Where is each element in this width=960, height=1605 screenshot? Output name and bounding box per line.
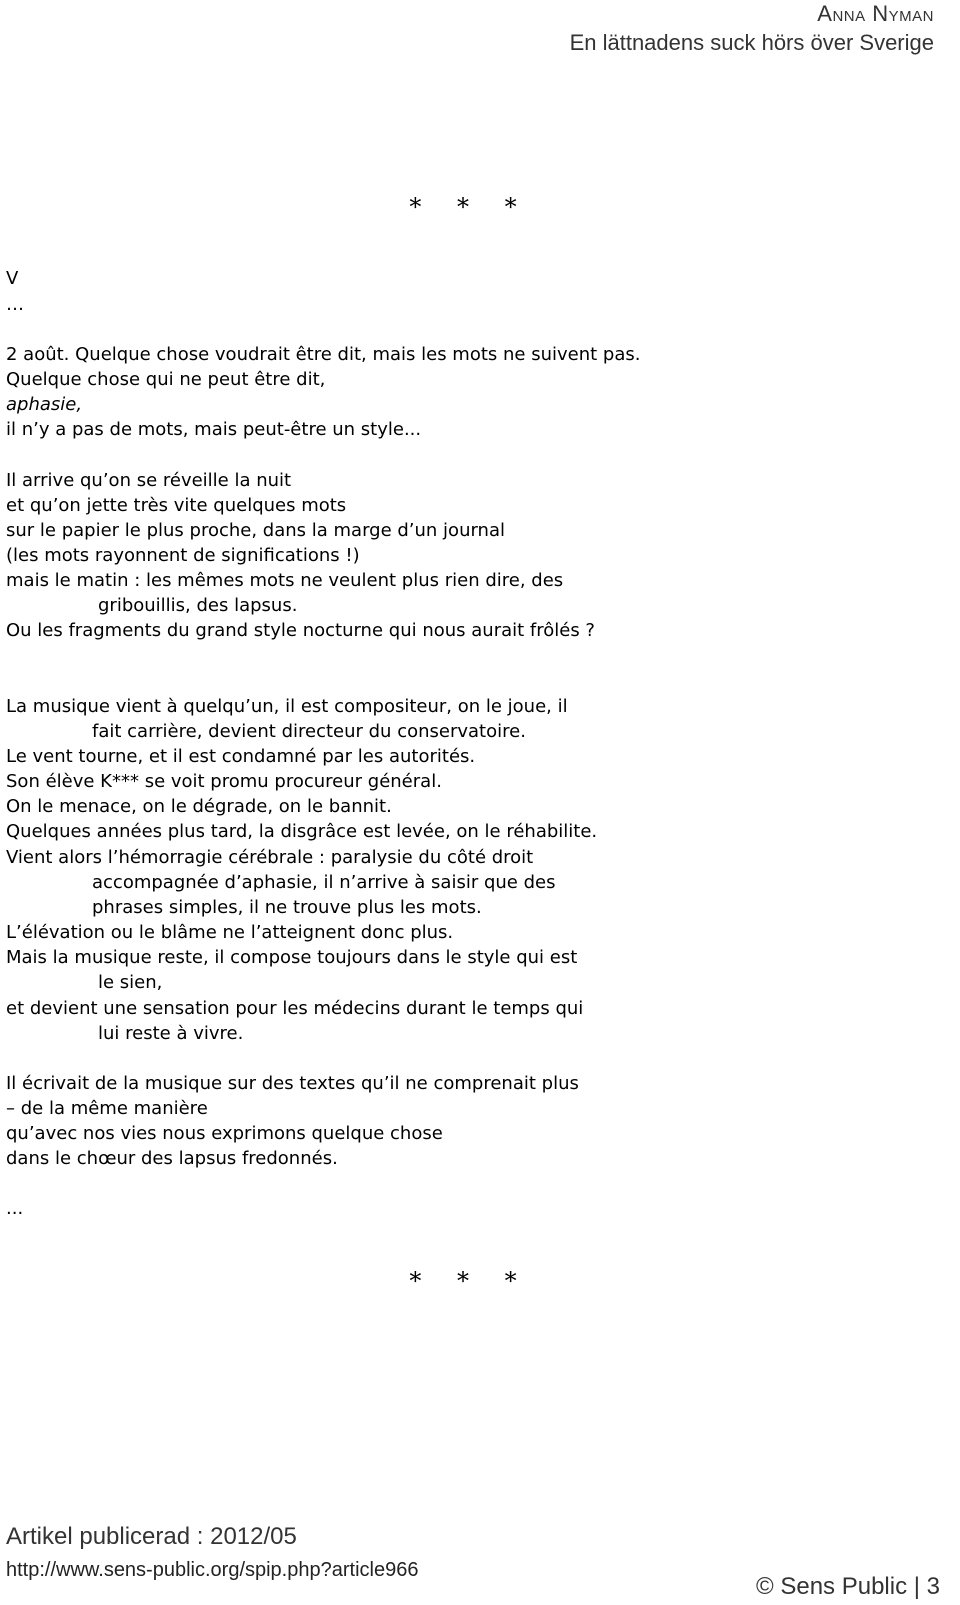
poem-line: – de la même manière <box>6 1098 208 1119</box>
poem-line: mais le matin : les mêmes mots ne veulent plus rien dire, des <box>6 570 564 591</box>
poem-line: Mais la musique reste, il compose toujours dans le style qui est <box>6 947 578 968</box>
poem-line-indented: le sien, <box>98 972 163 993</box>
publisher-page-number: © Sens Public | 3 <box>755 1573 940 1600</box>
section-separator-top: * * * <box>409 193 531 221</box>
poem-line-italic: aphasie, <box>6 394 83 415</box>
header-title: En lättnadens suck hörs över Sverige <box>569 30 934 55</box>
section-heading: V <box>6 268 19 289</box>
poem-line: 2 août. Quelque chose voudrait être dit, mais les mots ne suivent pas. <box>6 344 641 365</box>
poem-line: Ou les fragments du grand style nocturne qui nous aurait frôlés ? <box>6 620 595 641</box>
poem-line-indented: fait carrière, devient directeur du conservatoire. <box>92 721 526 742</box>
poem-line-indented: phrases simples, il ne trouve plus les mots. <box>92 897 482 918</box>
poem-line-indented: gribouillis, des lapsus. <box>98 595 298 616</box>
author-last-name: Nyman <box>872 1 934 26</box>
author-first-name: Anna <box>817 1 866 26</box>
poem-line: L’élévation ou le blâme ne l’atteignent donc plus. <box>6 922 454 943</box>
article-url-link[interactable]: http://www.sens-public.org/spip.php?article966 <box>6 1559 419 1581</box>
section-separator-bottom: * * * <box>409 1267 531 1295</box>
poem-line: Son élève K*** se voit promu procureur général. <box>6 771 442 792</box>
poem-line: Quelques années plus tard, la disgrâce est levée, on le réhabilite. <box>6 821 598 842</box>
poem-line-indented: lui reste à vivre. <box>98 1023 244 1044</box>
ellipsis-top: … <box>6 294 24 315</box>
poem-line-indented: accompagnée d’aphasie, il n’arrive à saisir que des <box>92 872 556 893</box>
poem-line: sur le papier le plus proche, dans la marge d’un journal <box>6 520 505 541</box>
ellipsis-bottom: ... <box>6 1198 24 1219</box>
poem-line: et qu’on jette très vite quelques mots <box>6 495 347 516</box>
poem-line: Le vent tourne, et il est condamné par les autorités. <box>6 746 476 767</box>
poem-line: On le menace, on le dégrade, on le bannit. <box>6 796 392 817</box>
poem-line: dans le chœur des lapsus fredonnés. <box>6 1148 338 1169</box>
publication-date: Artikel publicerad : 2012/05 <box>6 1523 297 1550</box>
header-author <box>570 0 934 28</box>
poem-line: Quelque chose qui ne peut être dit, <box>6 369 326 390</box>
poem-line: Il arrive qu’on se réveille la nuit <box>6 470 292 491</box>
poem-line: qu’avec nos vies nous exprimons quelque chose <box>6 1123 443 1144</box>
poem-line: et devient une sensation pour les médecins durant le temps qui <box>6 998 584 1019</box>
poem-line: il n’y a pas de mots, mais peut-être un style... <box>6 419 422 440</box>
poem-line: Vient alors l’hémorragie cérébrale : paralysie du côté droit <box>6 847 534 868</box>
running-header <box>570 0 934 58</box>
poem-line: La musique vient à quelqu’un, il est compositeur, on le joue, il <box>6 696 568 717</box>
poem-line: Il écrivait de la musique sur des textes qu’il ne comprenait plus <box>6 1073 579 1094</box>
poem-line: (les mots rayonnent de significations !) <box>6 545 360 566</box>
